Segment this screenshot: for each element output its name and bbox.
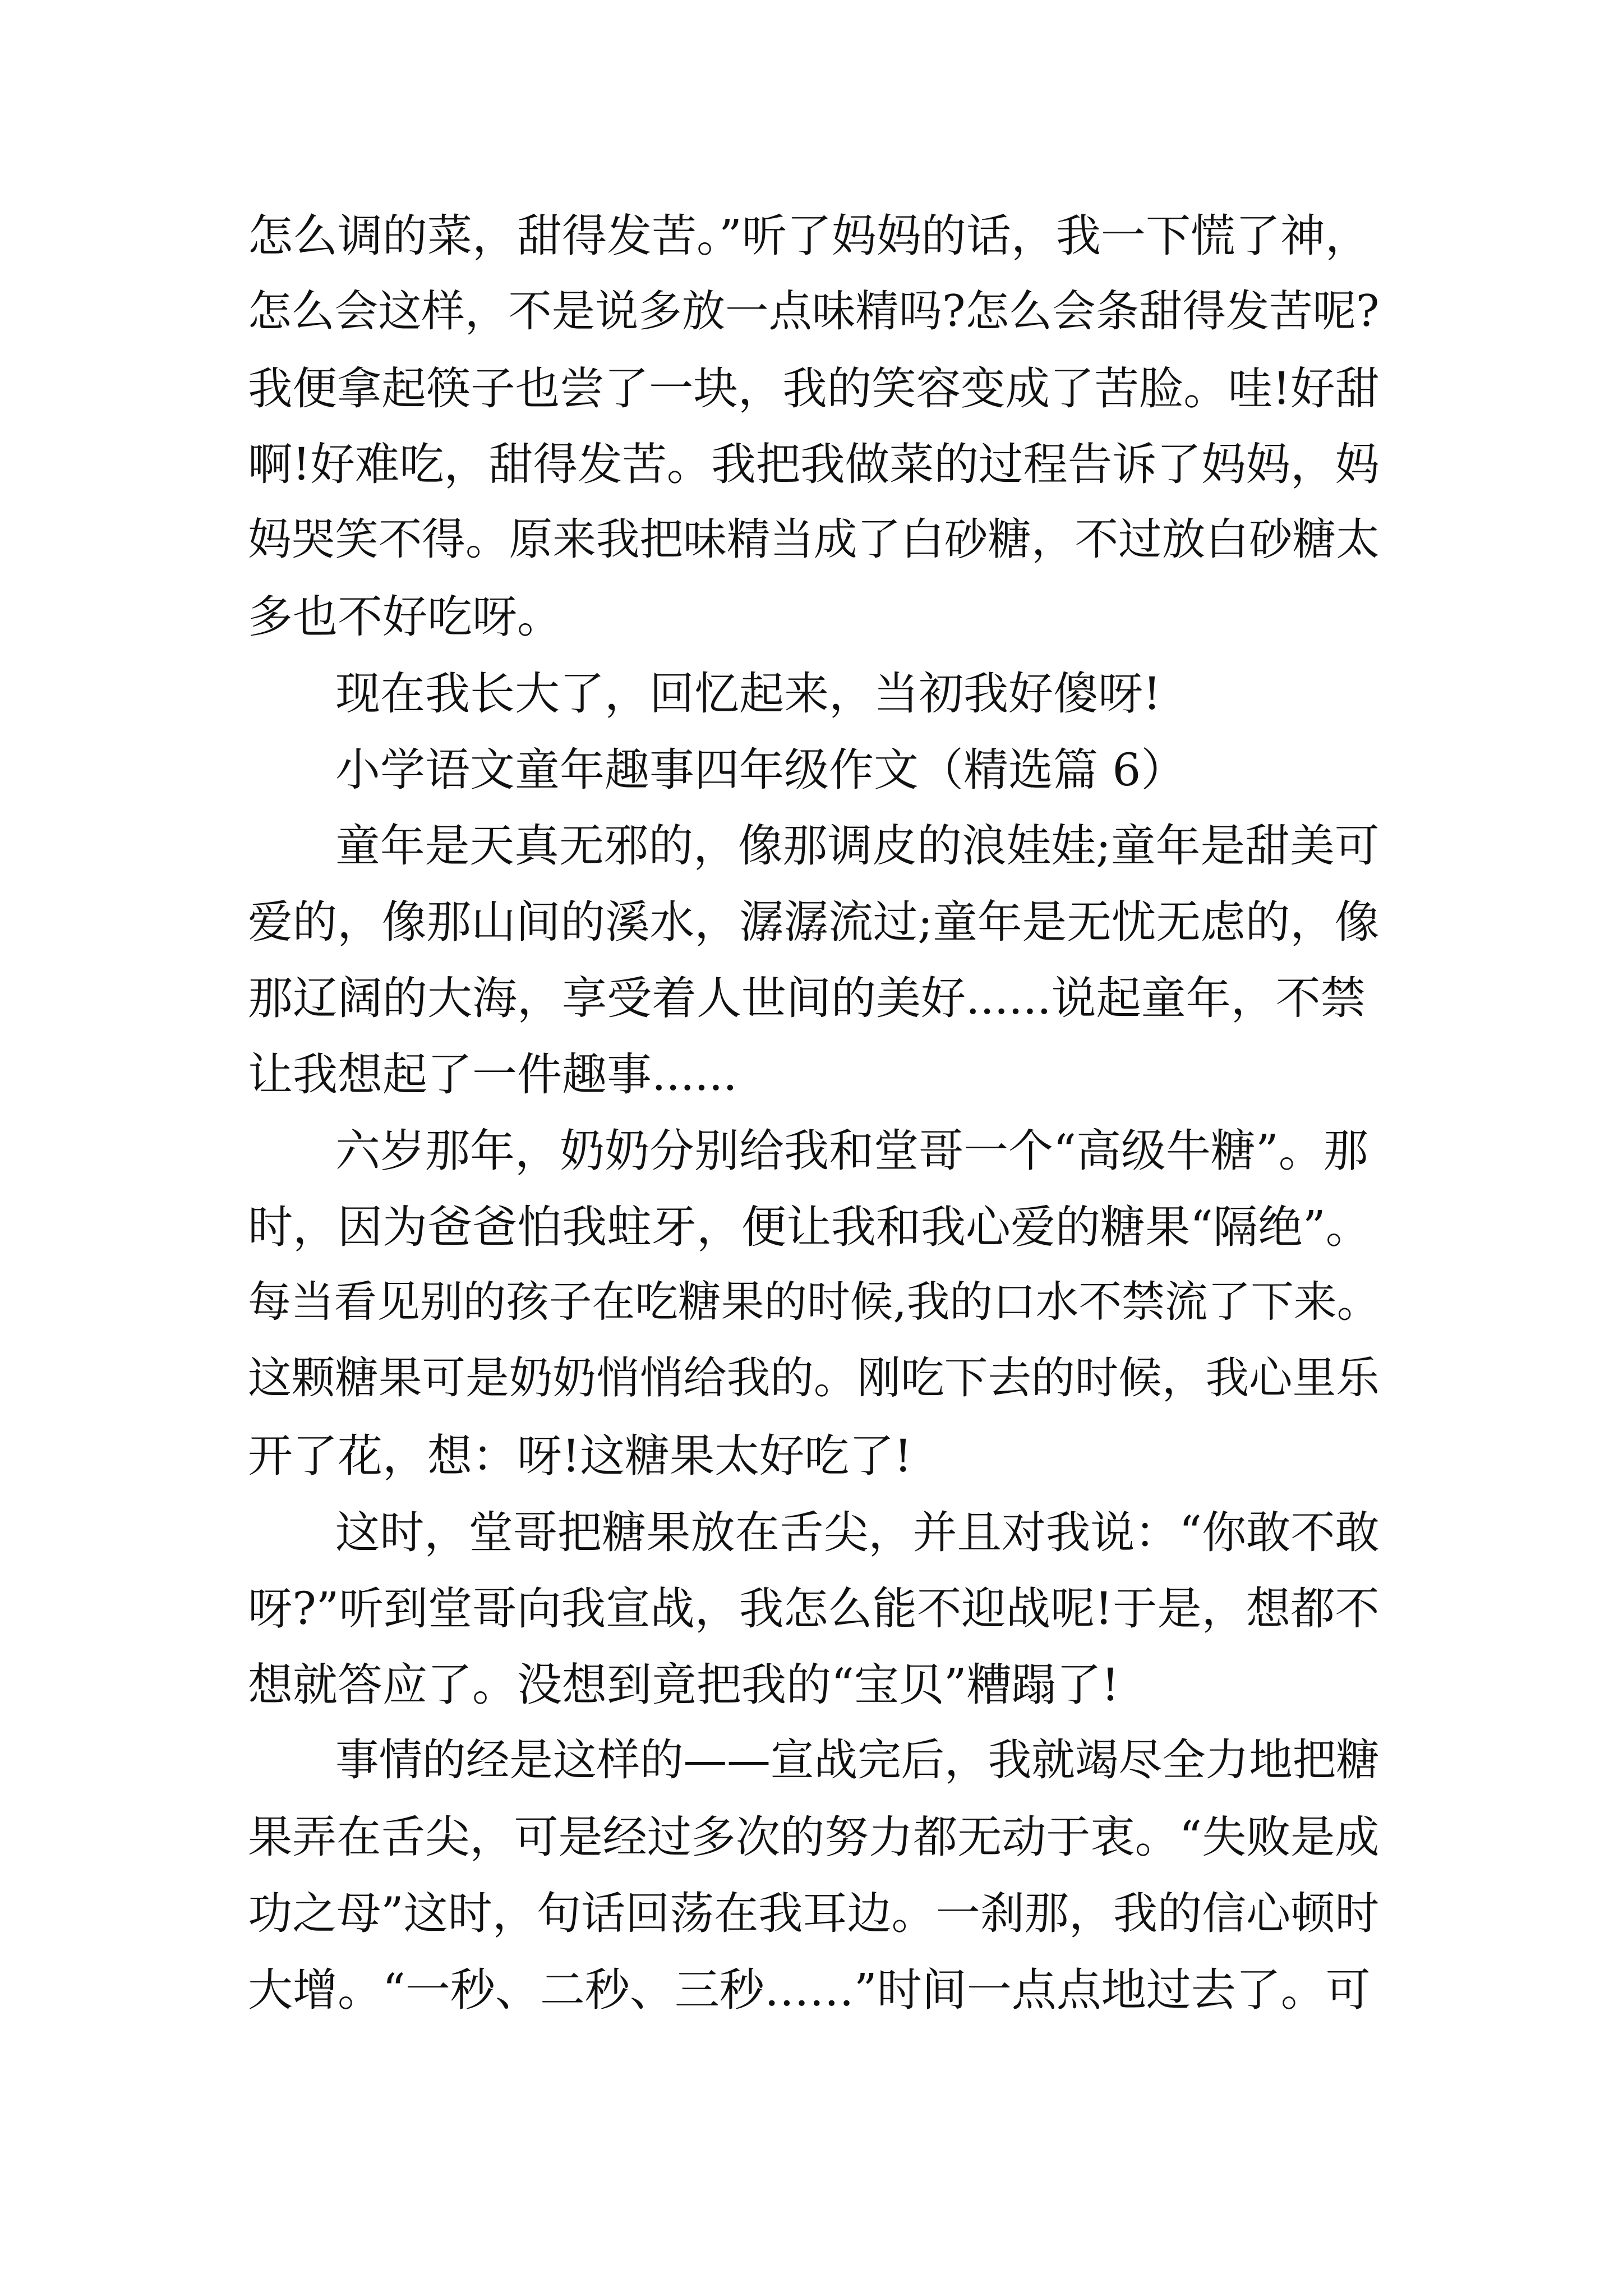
- text-line: 开了花，想：呀!这糖果太好吃了!: [248, 1430, 912, 1482]
- text-line: 功之母”这时，句话回荡在我耳边。一刹那，我的信心顿时: [248, 1888, 1380, 1939]
- text-line: 果弄在舌尖，可是经过多次的努力都无动于衷。“失败是成: [248, 1811, 1380, 1863]
- text-line: 怎么调的菜，甜得发苦。”听了妈妈的话，我一下慌了神，: [248, 210, 1370, 262]
- text-line: 啊!好难吃，甜得发苦。我把我做菜的过程告诉了妈妈，妈: [248, 438, 1380, 490]
- section-heading: 小学语文童年趣事四年级作文（精选篇 6）: [335, 744, 1186, 796]
- text-line: 时，因为爸爸怕我蛀牙，便让我和我心爱的糖果“隔绝”。: [248, 1201, 1371, 1253]
- text-line: 这颗糖果可是奶奶悄悄给我的。刚吃下去的时候，我心里乐: [248, 1353, 1380, 1404]
- text-line: 每当看见别的孩子在吃糖果的时候,我的口水不禁流了下来。: [248, 1277, 1380, 1327]
- text-line: 事情的经是这样的——宣战完后，我就竭尽全力地把糖: [335, 1735, 1380, 1786]
- text-line: 现在我长大了，回忆起来，当初我好傻呀!: [335, 668, 1161, 720]
- text-line: 童年是天真无邪的，像那调皮的浪娃娃;童年是甜美可: [335, 820, 1380, 872]
- text-line: 让我想起了一件趣事......: [248, 1048, 737, 1101]
- text-line: 我便拿起筷子也尝了一块，我的笑容变成了苦脸。哇!好甜: [248, 362, 1380, 415]
- text-line: 想就答应了。没想到竟把我的“宝贝”糟蹋了!: [248, 1659, 1119, 1711]
- text-line: 爱的，像那山间的溪水，潺潺流过;童年是无忧无虑的，像: [248, 896, 1380, 948]
- text-line: 妈哭笑不得。原来我把味精当成了白砂糖，不过放白砂糖太: [248, 514, 1380, 565]
- text-line: 六岁那年，奶奶分别给我和堂哥一个“高级牛糖”。那: [335, 1125, 1368, 1177]
- text-line: 那辽阔的大海，享受着人世间的美好......说起童年，不禁: [248, 972, 1366, 1024]
- text-line: 呀?”听到堂哥向我宣战，我怎么能不迎战呢!于是，想都不: [248, 1582, 1380, 1635]
- text-line: 多也不好吃呀。: [248, 591, 562, 643]
- text-line: 怎么会这样，不是说多放一点味精吗?怎么会条甜得发苦呢?: [248, 286, 1380, 337]
- text-line: 这时，堂哥把糖果放在舌尖，并且对我说：“你敢不敢: [335, 1506, 1380, 1558]
- text-line: 大增。“一秒、二秒、三秒……”时间一点点地过去了。可: [248, 1964, 1371, 2016]
